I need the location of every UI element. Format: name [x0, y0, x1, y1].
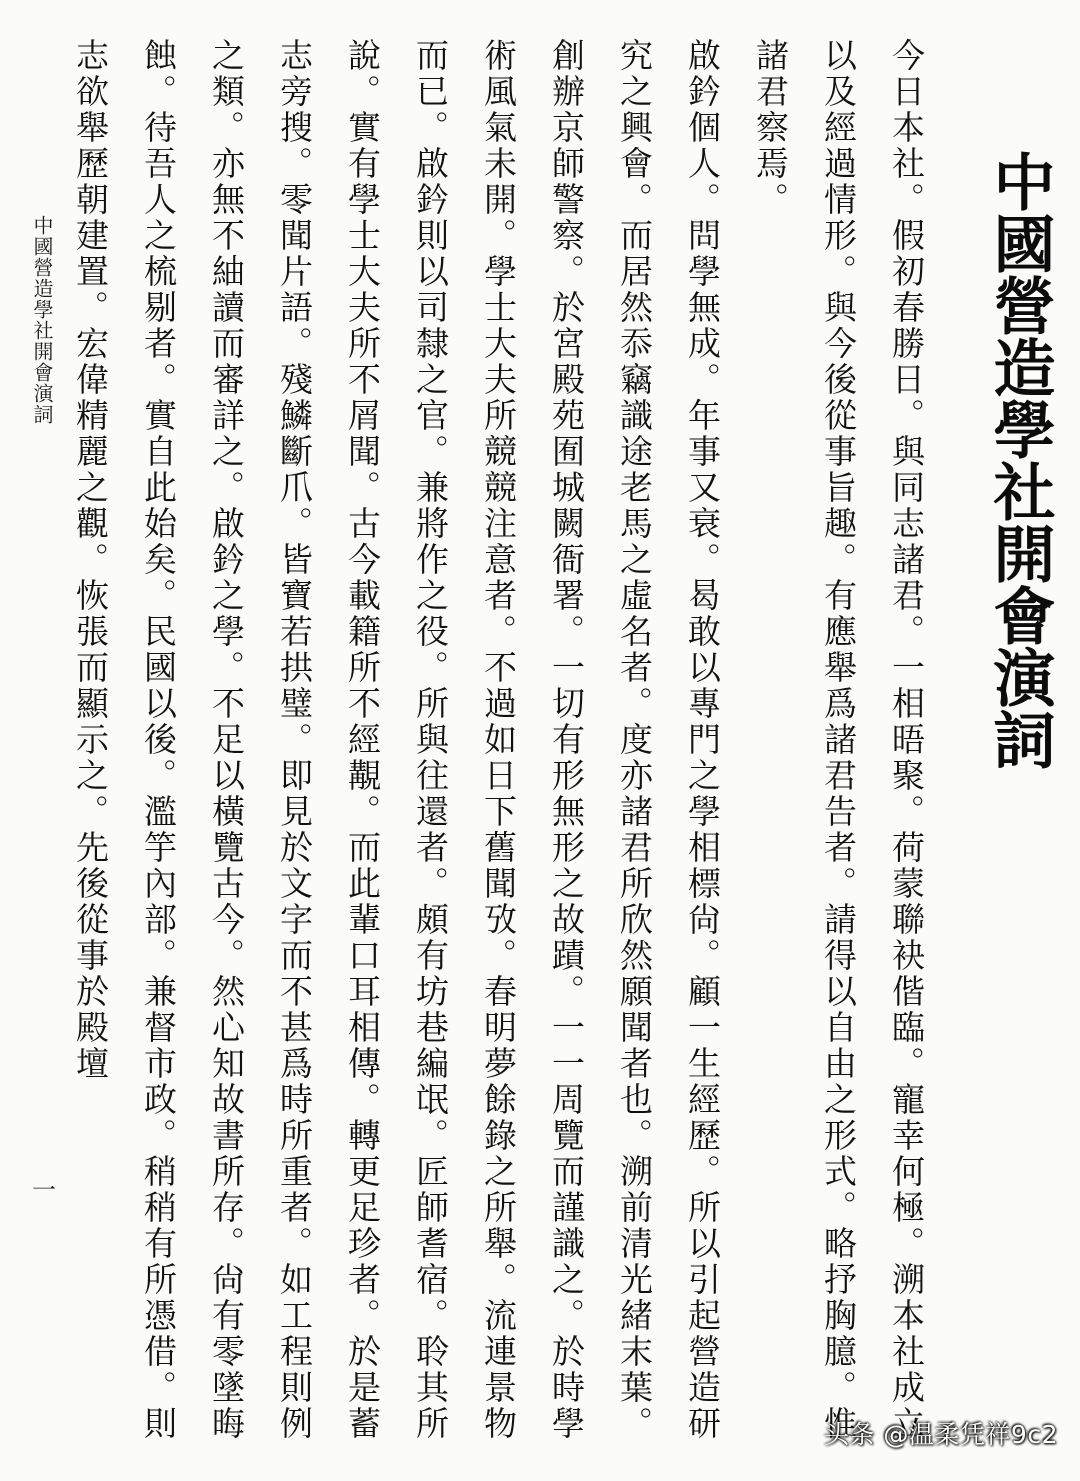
body-text — [56, 38, 940, 1458]
paragraph-2: 啟鈐個人。問學無成。年事又衰。曷敢以專門之學相標尙。顧一生經歷。所以引起營造研究之興會。而居然忝竊識途老馬之虛名者。度亦諸君所欣然願聞者也。溯前清光緒末葉。創辦京師警察。於宮殿苑囿城闕衙署。一切有形無形之故蹟。一一周覽而謹識之。於時學術風氣未開。學士大夫所競競注意者。不過如日下舊聞攷。春明夢餘錄之所舉。流連景物而已。啟鈐則以司隸之官。兼將作之役。所與往還者。頗有坊巷編氓。匠師耆宿。聆其所說。實有學士大夫所不屑聞。古今載籍所不經覯。而此輩口耳相傳。轉更足珍者。於是蓄志旁搜。零聞片語。殘鱗斷爪。皆寶若拱璧。即見於文字而不甚爲時所重者。如工程則例之類。亦無不紬讀而審詳之。啟鈐之學。不足以橫覽古今。然心知故書所存。尙有零墜晦蝕。待吾人之梳剔者。實自此始矣。民國以後。濫竽內部。兼督市政。稍稍有所憑借。則志欲舉歷朝建置。宏偉精麗之觀。恢張而顯示之。先後從事於殿壇 — [71, 38, 722, 1442]
paragraph-1: 今日本社。假初春勝日。與同志諸君。一相晤聚。荷蒙聯袂偕臨。寵幸何極。溯本社成立以及經過情形。與今後從事旨趣。有應舉爲諸君告者。請得以自由之形式。略抒胸臆。惟諸君察焉。 — [751, 38, 926, 1442]
watermark: 头条 @温柔凭祥9c2 — [823, 1420, 1058, 1449]
page-number: 一 — [32, 1176, 56, 1204]
running-head: 中國營造學社開會演詞 — [30, 215, 54, 425]
page-title: 中國營造學社開會演詞 — [983, 150, 1056, 770]
